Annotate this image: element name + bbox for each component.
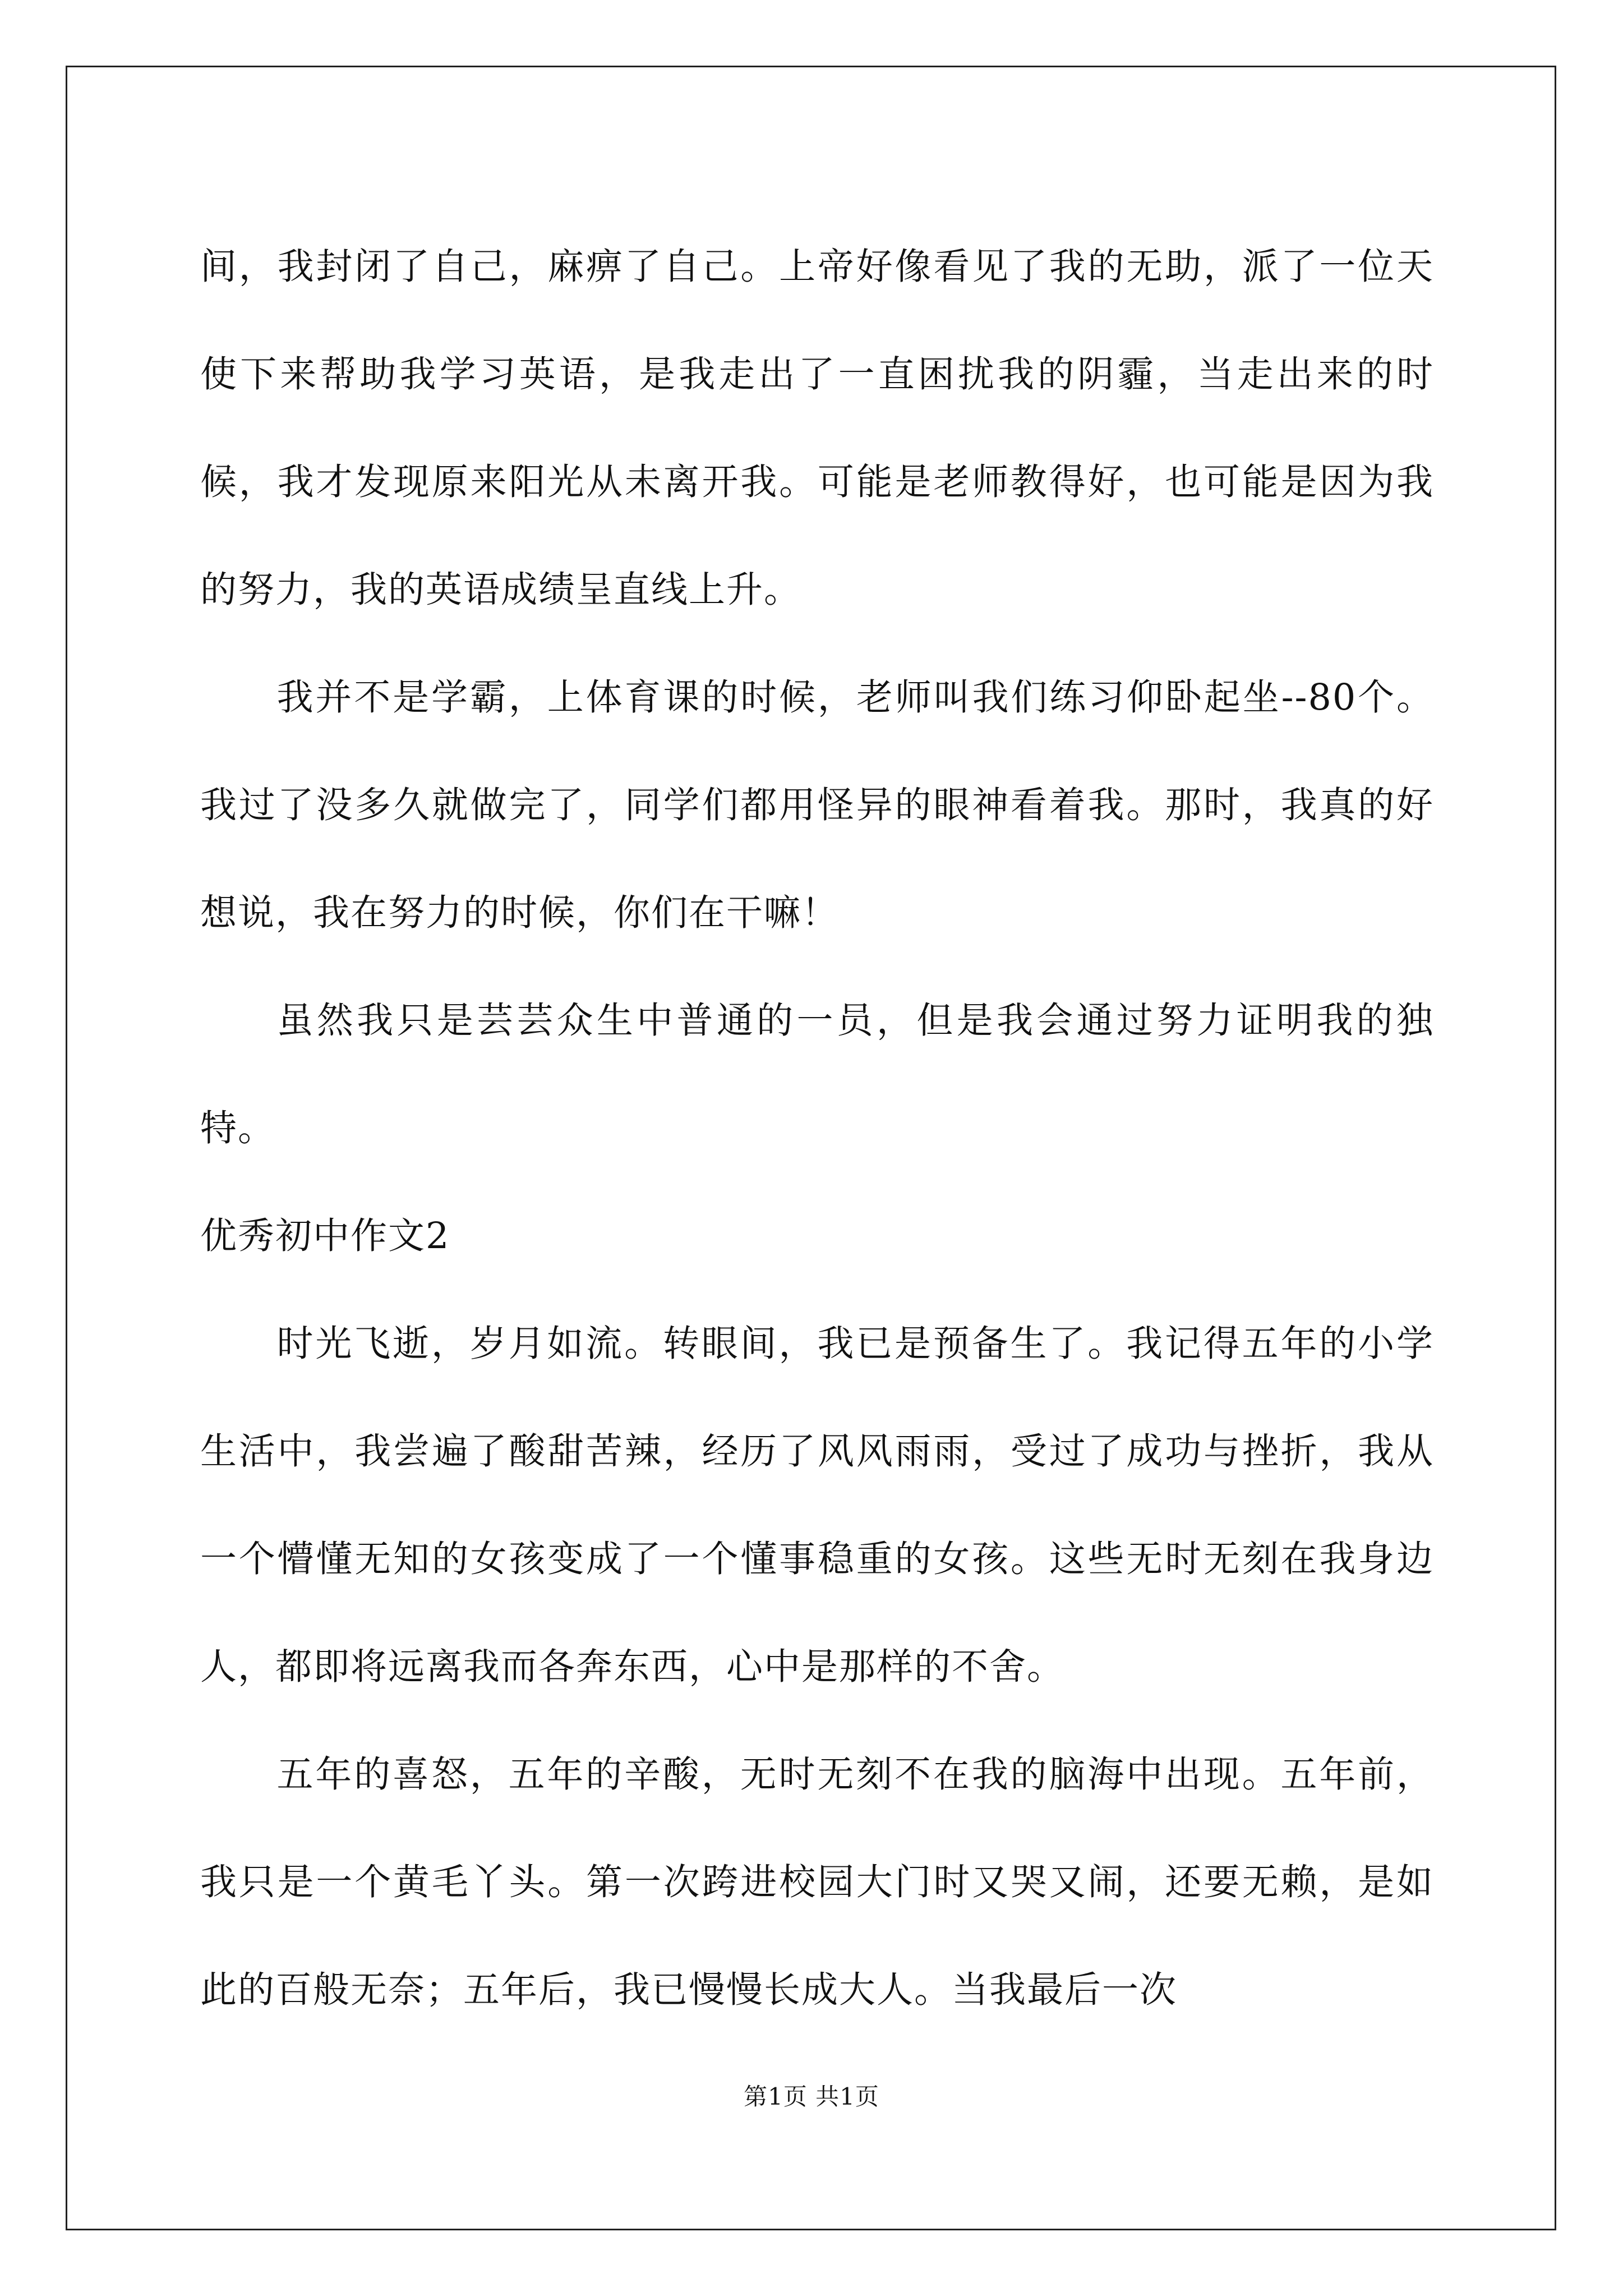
page-footer: 第1页 共1页 (744, 2083, 879, 2110)
paragraph-2: 我并不是学霸，上体育课的时候，老师叫我们练习仰卧起坐--80个。我过了没多久就做完了，同学们都用怪异的眼神看着我。那时，我真的好想说，我在努力的时候，你们在干嘛！ (200, 677, 1434, 934)
section-title: 优秀初中作文2 (200, 1215, 450, 1257)
paragraph-3: 虽然我只是芸芸众生中普通的一员，但是我会通过努力证明我的独特。 (200, 1000, 1434, 1149)
paragraph-5: 五年的喜怒，五年的辛酸，无时无刻不在我的脑海中出现。五年前，我只是一个黄毛丫头。第一次跨进校园大门时又哭又闹，还要无赖，是如此的百般无奈；五年后，我已慢慢长成大人。当我最后一次 (200, 1754, 1434, 2011)
document-body (200, 213, 1434, 2044)
paragraph-4: 时光飞逝，岁月如流。转眼间，我已是预备生了。我记得五年的小学生活中，我尝遍了酸甜苦辣，经历了风风雨雨，受过了成功与挫折，我从一个懵懂无知的女孩变成了一个懂事稳重的女孩。这些无时无刻在我身边人，都即将远离我而各奔东西，心中是那样的不舍。 (200, 1323, 1434, 1688)
paragraph-1: 间，我封闭了自己，麻痹了自己。上帝好像看见了我的无助，派了一位天使下来帮助我学习英语，是我走出了一直困扰我的阴霾，当走出来的时候，我才发现原来阳光从未离开我。可能是老师教得好，也可能是因为我的努力，我的英语成绩呈直线上升。 (200, 246, 1434, 611)
